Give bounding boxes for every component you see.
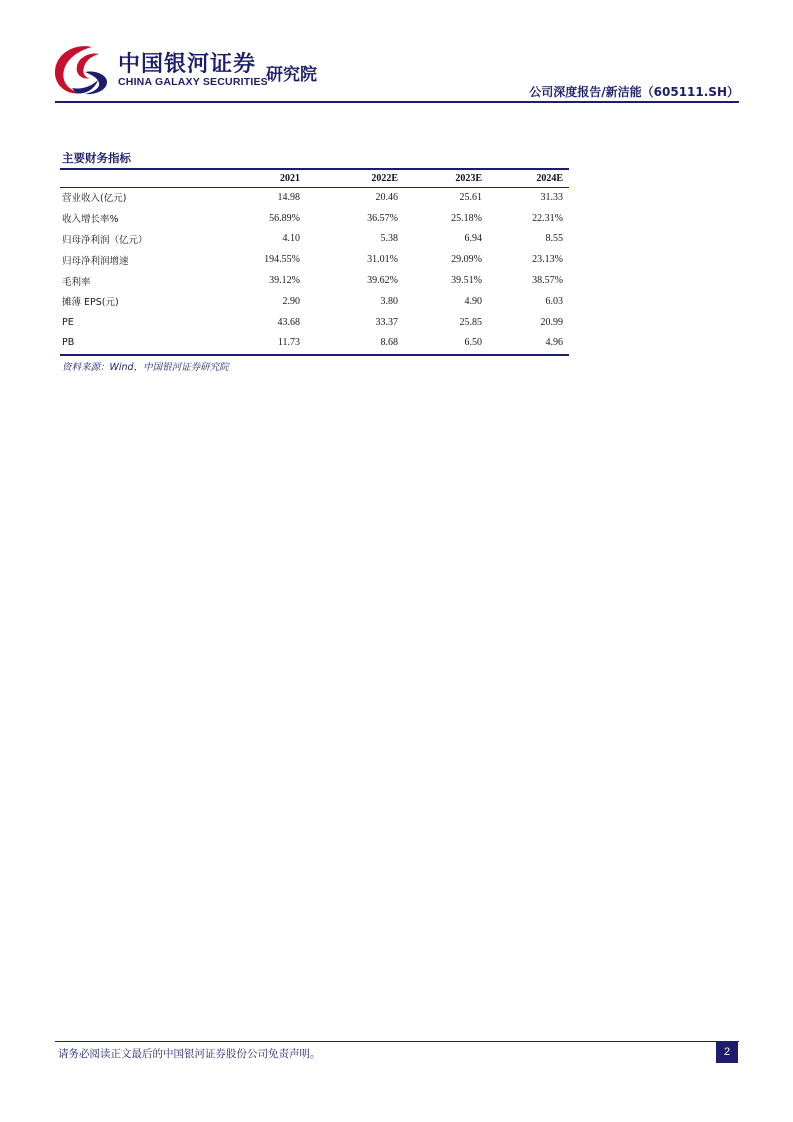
column-header [60,170,208,187]
row-label: PE [62,316,74,328]
table-cell: 33.37 [375,316,398,328]
table-cell: 14.98 [277,191,300,203]
table-cell: 31.33 [540,191,563,203]
table-cell: 20.46 [375,191,398,203]
table-cell: 3.80 [380,295,398,307]
row-label: 收入增长率% [62,214,119,226]
table-row [60,312,569,333]
table-cell: 56.89% [269,212,300,224]
table-cell: 20.99 [540,316,563,328]
table-cell: 31.01% [367,254,398,266]
table-row [60,249,569,270]
table-bottom-rule [60,354,569,356]
row-label: 毛利率 [62,276,91,288]
table-cell: 38.57% [532,275,563,287]
row-label: 归母净利润增速 [62,255,129,267]
table-cell: 25.85 [459,316,482,328]
table-cell: 5.38 [380,233,398,245]
table-cell: 39.62% [367,275,398,287]
source-note: 资料来源：Wind，中国银河证券研究院 [62,362,229,373]
table-cell: 6.94 [464,233,482,245]
institute-name: 研究院 [266,65,317,85]
table-cell: 29.09% [451,254,482,266]
table-title: 主要财务指标 [62,151,131,165]
column-header: 2022E [371,173,398,184]
table-cell: 6.50 [464,337,482,349]
table-row [60,208,569,229]
row-label: 摊薄 EPS(元) [62,297,119,309]
table-cell: 25.61 [459,191,482,203]
table-cell: 25.18% [451,212,482,224]
table-cell: 8.55 [545,233,563,245]
table-cell: 23.13% [532,254,563,266]
table-cell: 194.55% [264,254,300,266]
table-header-row [60,170,569,187]
brand-name-cn: 中国银河证券 [118,52,257,77]
row-label: PB [62,337,75,349]
table-cell: 39.51% [451,275,482,287]
table-cell: 36.57% [367,212,398,224]
table-row [60,291,569,312]
table-cell: 22.31% [532,212,563,224]
table-row [60,270,569,291]
column-header: 2024E [536,173,563,184]
table-row [60,187,569,208]
footer-rule [55,1041,739,1042]
table-cell: 4.10 [282,233,300,245]
table-cell: 6.03 [545,295,563,307]
table-cell: 11.73 [277,337,300,349]
page-number: 2 [716,1042,738,1063]
table-cell: 2.90 [282,295,300,307]
table-row [60,333,569,354]
table-cell: 39.12% [269,275,300,287]
report-tag: 公司深度报告/新洁能（605111.SH） [529,85,739,99]
brand-name-en: CHINA GALAXY SECURITIES [118,76,268,88]
header-rule [55,101,739,103]
table-cell: 8.68 [380,337,398,349]
table-cell: 43.68 [277,316,300,328]
column-header: 2023E [455,173,482,184]
row-label: 归母净利润（亿元） [62,234,148,246]
row-label: 营业收入(亿元) [62,193,127,205]
table-cell: 4.90 [464,295,482,307]
table-cell: 4.96 [545,337,563,349]
galaxy-logo-icon [52,44,110,96]
disclaimer-text: 请务必阅读正文最后的中国银河证券股份公司免责声明。 [58,1048,321,1060]
financial-indicators-table [60,170,569,353]
table-row [60,229,569,250]
column-header: 2021 [280,173,300,184]
